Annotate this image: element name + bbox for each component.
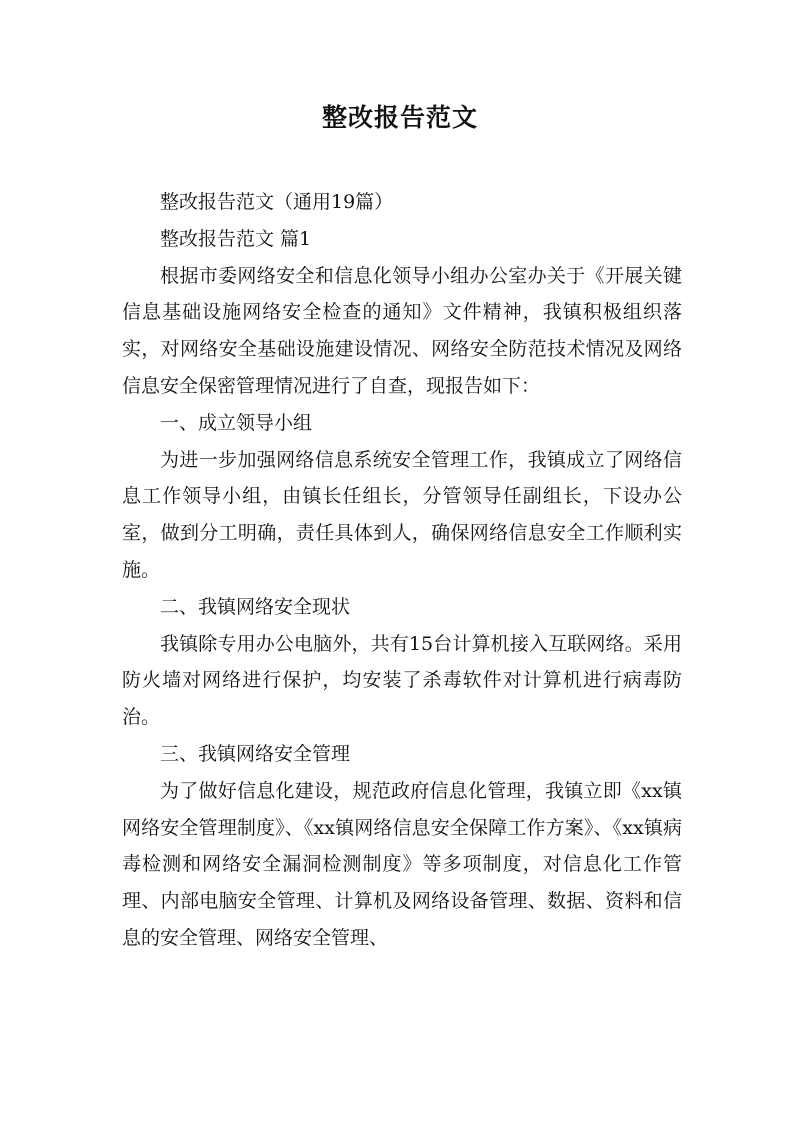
- body-paragraph: 我镇除专用办公电脑外，共有15台计算机接入互联网络。采用防火墙对网络进行保护，均安装了杀毒软件对计算机进行病毒防治。: [122, 632, 682, 729]
- body-paragraph: 根据市委网络安全和信息化领导小组办公室办关于《开展关键信息基础设施网络安全检查的通知》文件精神，我镇积极组织落实，对网络安全基础设施建设情况、网络安全防范技术情况及网络信息安全保密管理情况进行了自查，现报告如下：: [122, 264, 682, 397]
- section-heading: 整改报告范文 篇1: [160, 227, 312, 250]
- document-subtitle: 整改报告范文（通用19篇）: [160, 191, 394, 213]
- body-paragraph: 为了做好信息化建设，规范政府信息化管理，我镇立即《xx镇网络安全管理制度》、《xx镇网络信息安全保障工作方案》、《xx镇病毒检测和网络安全漏洞检测制度》等多项制度，对信息化工作管理、内部电脑安全管理、计算机及网络设备管理、数据、资料和信息的安全管理、网络安全管理、: [122, 779, 682, 949]
- heading-leadership-group: 一、成立领导小组: [160, 411, 313, 434]
- heading-network-status: 二、我镇网络安全现状: [160, 595, 351, 618]
- document-body: [122, 184, 682, 957]
- body-paragraph: 为进一步加强网络信息系统安全管理工作，我镇成立了网络信息工作领导小组，由镇长任组长，分管领导任副组长，下设办公室，做到分工明确，责任具体到人，确保网络信息安全工作顺利实施。: [122, 448, 682, 581]
- heading-network-management: 三、我镇网络安全管理: [160, 742, 351, 765]
- document-title: 整改报告范文: [321, 103, 478, 132]
